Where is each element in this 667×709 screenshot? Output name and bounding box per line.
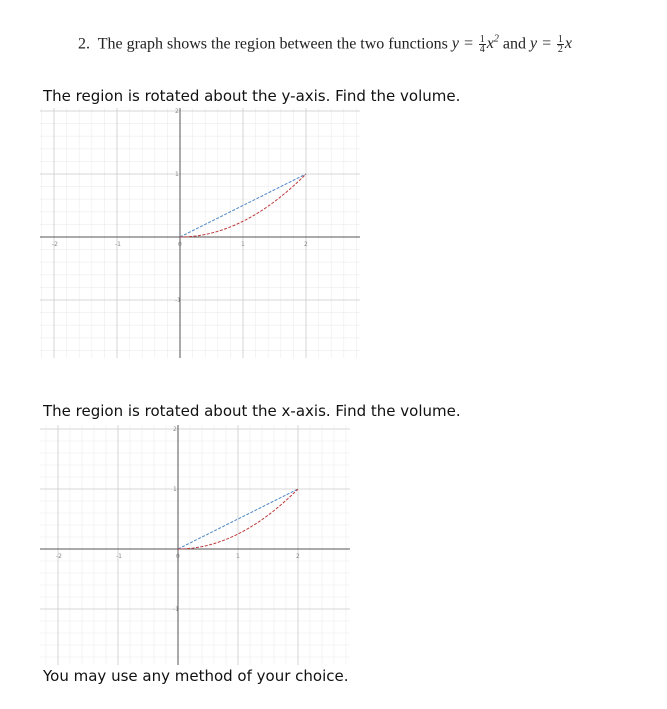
x-tick-label: 0 [176,553,180,560]
x-tick-label: 1 [241,241,245,248]
x-tick-label: -2 [56,553,62,560]
y-tick-label: -1 [175,297,181,304]
conjunction: and [502,35,526,53]
function-2: y = $\frac{1}{2}$ x [529,34,572,56]
y-tick-label: -1 [173,606,179,613]
x-tick-label: 1 [236,553,240,560]
x-tick-label: -1 [116,553,122,560]
graph-rotation-x-axis [40,425,350,665]
part1-prompt: The region is rotated about the y-axis. Find the volume. [43,87,461,105]
x-tick-label: -1 [115,241,121,248]
part2-prompt: The region is rotated about the x-axis. Find the volume. [43,402,461,420]
graph-rotation-y-axis [40,108,360,358]
y-tick-label: 1 [175,171,179,178]
x-tick-label: 2 [296,553,300,560]
y-tick-label: 2 [175,108,179,115]
x-tick-label: -2 [52,241,58,248]
x-tick-label: 0 [178,241,182,248]
question-number: 2. [78,35,90,53]
y-tick-label: 2 [173,426,177,433]
function-1: y = $\frac{1}{4}$ $x^2$ [451,34,499,56]
y-tick-label: 1 [173,486,177,493]
footer-note: You may use any method of your choice. [43,667,349,685]
x-tick-label: 2 [304,241,308,248]
question-lead: The graph shows the region between the two functions [97,35,448,53]
question-text [78,34,572,54]
